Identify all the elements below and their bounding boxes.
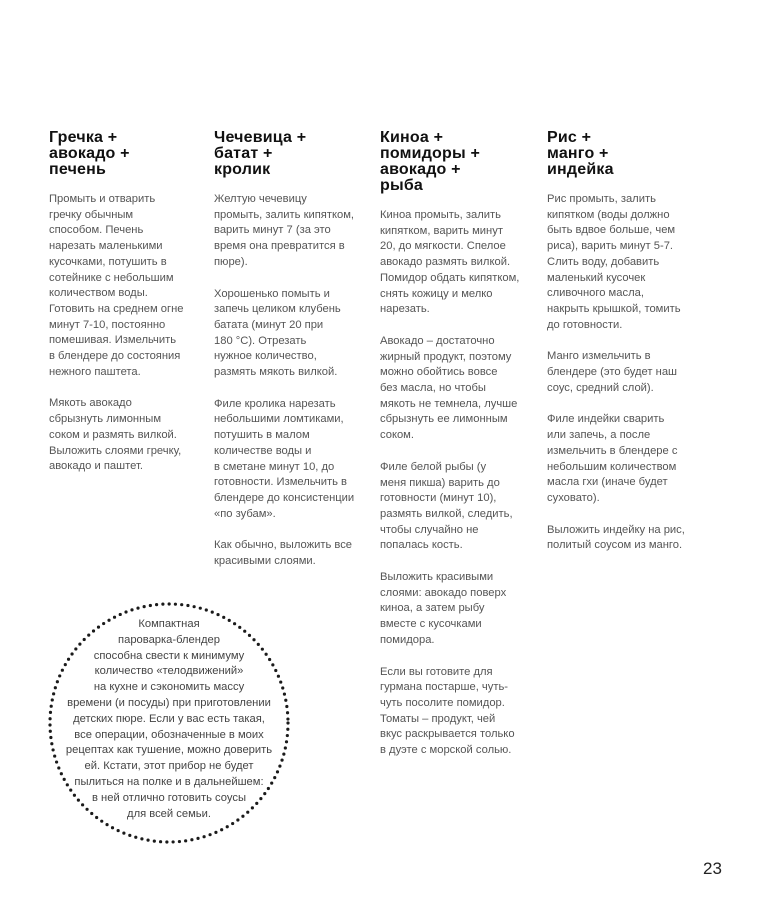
recipe-paragraph: Как обычно, выложить все красивыми слоями. — [214, 539, 353, 568]
recipe-column-3 — [380, 130, 530, 775]
recipe-paragraph: Рис промыть, залить кипятком (воды должно быть вдвое больше, чем риса), варить минут 5-7. Слить воду, добавить маленький кусочек сливочного масла, накрыть крышкой, томить до готовности. — [547, 193, 681, 331]
recipe-paragraph: Филе индейки сварить или запечь, а после измельчить в блендере с небольшим количеством масла гхи (иначе будет суховато). — [547, 413, 678, 504]
recipe-paragraph: Филе кролика нарезать небольшими ломтиками, потушить в малом количестве воды и в сметане минут 10, до готовности. Измельчить в блендере до консистенции «по зубам». — [214, 397, 355, 520]
recipe-title: Рис + манго + индейка — [547, 129, 614, 178]
recipe-paragraph: Филе белой рыбы (у меня пикша) варить до готовности (минут 10), размять вилкой, следить, чтобы случайно не попалась кость. — [380, 460, 513, 552]
recipe-column-4 — [547, 130, 697, 570]
recipe-paragraph: Мякоть авокадо сбрызнуть лимонным соком и размять вилкой. Выложить слоями гречку, авокадо и паштет. — [49, 397, 182, 473]
recipe-paragraph: Хорошенько помыть и запечь целиком клубень батата (минут 20 при 180 °C). Отрезать нужное количество, размять мякоть вилкой. — [214, 287, 341, 379]
recipe-column-1 — [49, 130, 199, 491]
recipe-column-2 — [214, 130, 364, 586]
recipe-title: Гречка + авокадо + печень — [49, 129, 130, 178]
recipe-paragraph: Манго измельчить в блендере (это будет наш соус, средний слой). — [547, 350, 678, 394]
dotted-circle-note — [47, 601, 291, 845]
recipe-paragraph: Киноа промыть, залить кипятком, варить минут 20, до мягкости. Спелое авокадо размять вилкой. Помидор обдать кипятком, снять кожицу и мелко нарезать. — [380, 209, 520, 316]
note-text: Компактная пароварка-блендер способна свести к минимуму количество «телодвижений» на кухне и сэкономить массу времени (и посуды) при приготовлении детских пюре. Если у вас есть такая, все операции, обозначенные в моих рецептах как тушение, можно доверить ей. Кстати, этот прибор не будет пылиться на полке и в дальнейшем: в ней отлично готовить соусы для всей семьи. — [65, 618, 273, 820]
recipe-title: Чечевица + батат + кролик — [214, 129, 307, 178]
recipe-title: Киноа + помидоры + авокадо + рыба — [380, 129, 481, 194]
recipe-paragraph: Выложить красивыми слоями: авокадо поверх киноа, а затем рыбу вместе с кусочками помидора. — [380, 571, 507, 646]
recipe-paragraph: Выложить индейку на рис, политый соусом из манго. — [547, 523, 685, 552]
recipe-paragraph: Промыть и отварить гречку обычным способом. Печень нарезать маленькими кусочками, потушить в сотейнике с небольшим количеством воды. Готовить на среднем огне минут 7-10, постоянно помешивая. Измельчить в блендере до состояния нежного паштета. — [49, 193, 184, 378]
recipe-paragraph: Авокадо – достаточно жирный продукт, поэтому можно обойтись вовсе без масла, но чтобы мякоть не темнела, лучше сбрызнуть ее лимонным соком. — [380, 334, 518, 442]
page-number: 23 — [703, 859, 722, 878]
recipe-paragraph: Желтую чечевицу промыть, залить кипятком, варить минут 7 (за это время она превратится в пюре). — [214, 193, 355, 268]
recipe-paragraph: Если вы готовите для гурмана постарше, чуть- чуть посолите помидор. Томаты – продукт, чей вкус раскрывается только в дуэте с морской солью. — [380, 665, 515, 757]
